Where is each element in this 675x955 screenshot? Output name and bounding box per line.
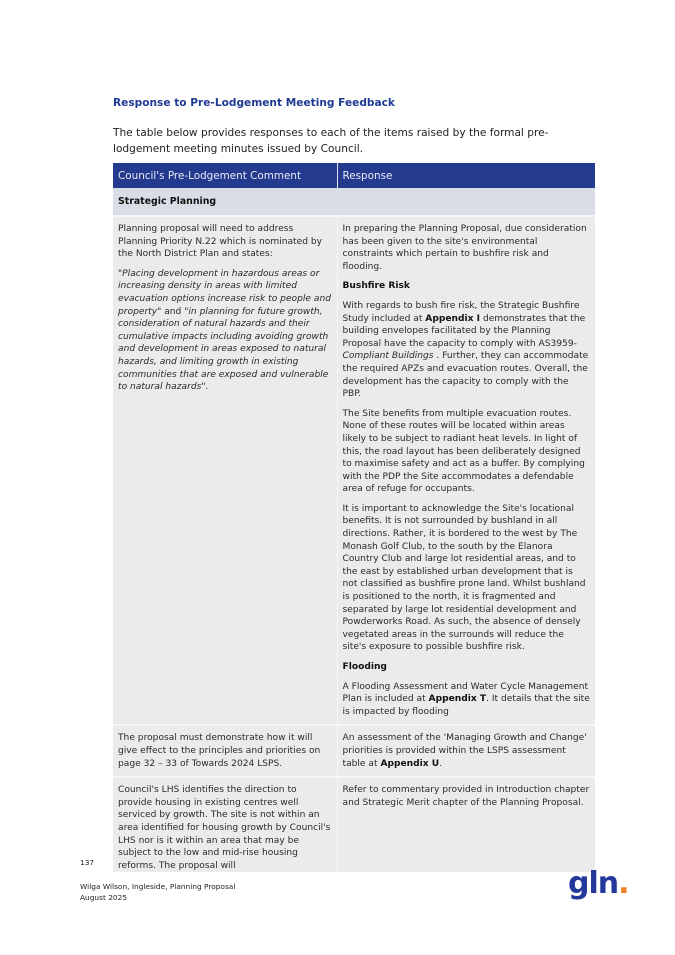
bushfire-risk-subheading: Bushfire Risk: [342, 281, 410, 292]
response-table: [113, 163, 595, 872]
response-text: In preparing the Planning Proposal, due consideration has been given to the site's environmental constraints which pertain to bushfire risk and flooding.: [342, 224, 587, 272]
page-number: 137: [80, 858, 95, 867]
flooding-paragraph: A Flooding Assessment and Water Cycle Management Plan is included at Appendix T. It details that the site is impacted by flooding: [342, 681, 590, 717]
intro-paragraph: The table below provides responses to each of the items raised by the formal pre-lodgement meeting minutes issued by Council.: [113, 127, 549, 155]
comment-cell: [113, 777, 337, 872]
comment-text: The proposal must demonstrate how it will give effect to the principles and priorities on page 32 – 33 of Towards 2024 LSPS.: [118, 733, 321, 769]
gln-logo: gln.: [568, 866, 629, 901]
table-row: [113, 725, 595, 777]
appendix-t-reference: Appendix T: [428, 694, 487, 705]
quote-1: "Placing development in hazardous areas or increasing density in areas with limited evacuation options increase risk to people and property": [118, 268, 332, 317]
column-header-comment: Council's Pre-Lodgement Comment: [113, 163, 337, 188]
flooding-subheading: Flooding: [342, 662, 387, 672]
comment-cell: [113, 216, 337, 725]
bushfire-paragraph-3: It is important to acknowledge the Site's locational benefits. It is not surrounded by bushland in all directions. Rather, it is bordered to the west by The Monash Golf Club, to the south by the Elanora Country Club and large lot residential areas, and to the east by established urban development that is not classified as bushfire prone land. Whilst bushland is positioned to the north, it is fragmented and separated by large lot residential development and Powderworks Road. As such, the absence of densely vegetated areas in the surrounds will reduce the site's exposure to possible bushfire risk.: [342, 503, 586, 653]
comment-text: Planning proposal will need to address Planning Priority N.22 which is nominated by the North District Plan and states:: [118, 224, 323, 260]
table-header-row: [113, 163, 595, 188]
document-date: August 2025: [80, 893, 128, 902]
section-row: [113, 188, 595, 216]
table-row: [113, 777, 595, 872]
bushfire-paragraph-2: The Site benefits from multiple evacuation routes. None of these routes will be located within areas likely to be subject to radiant heat levels. In light of this, the road layout has been deliberately designed to maximise safety and act as a buffer. By complying with the PDP the Site accommodates a defendable area of refuge for occupants.: [342, 408, 585, 495]
response-cell: [337, 216, 595, 725]
document-title: Wilga Wilson, Ingleside, Planning Proposal: [80, 882, 236, 891]
appendix-u-reference: Appendix U: [380, 758, 440, 769]
response-text: An assessment of the 'Managing Growth and Change' priorities is provided within the LSPS assessment table at Appendix U.: [342, 733, 587, 769]
response-text: Refer to commentary provided in Introduction chapter and Strategic Merit chapter of the Planning Proposal.: [342, 785, 590, 808]
quote-2: "in planning for future growth, consideration of natural hazards and their cumulative impacts including avoiding growth and development in areas exposed to natural hazards, and limiting growth in existing communities that are exposed and vulnerable to natural hazards": [118, 306, 329, 393]
comment-quote: "Placing development in hazardous areas or increasing density in areas with limited evacuation options increase risk to people and property" and "in planning for future growth, consideration of natural hazards and their cumulative impacts including avoiding growth and development in areas exposed to natural hazards, and limiting growth in existing communities that are exposed and vulnerable to natural hazards".: [118, 268, 332, 393]
appendix-i-reference: Appendix I: [425, 313, 481, 324]
column-header-response: Response: [337, 163, 595, 188]
comment-cell: [113, 725, 337, 777]
footer-doc-info: [80, 881, 235, 903]
section-title: Strategic Planning: [113, 188, 595, 216]
section-heading: Response to Pre-Lodgement Meeting Feedback: [113, 97, 395, 109]
logo-dot: .: [618, 866, 629, 901]
comment-text: Council's LHS identifies the direction to provide housing in existing centres well serviced by growth. The site is not within an area identified for housing growth by Council's LHS nor is it within an area that may be subject to the low and mid-rise housing reforms. The proposal will: [118, 785, 331, 871]
bushfire-paragraph-1: With regards to bush fire risk, the Strategic Bushfire Study included at Appendix I demonstrates that the building envelopes facilitated by the Planning Proposal have the capacity to comply with AS3959-Compliant Buildings . Further, they can accommodate the required APZs and evacuation routes. Overall, the development has the capacity to comply with the PBP.: [342, 300, 589, 400]
response-cell: [337, 725, 595, 777]
response-cell: [337, 777, 595, 872]
table-row: [113, 216, 595, 725]
